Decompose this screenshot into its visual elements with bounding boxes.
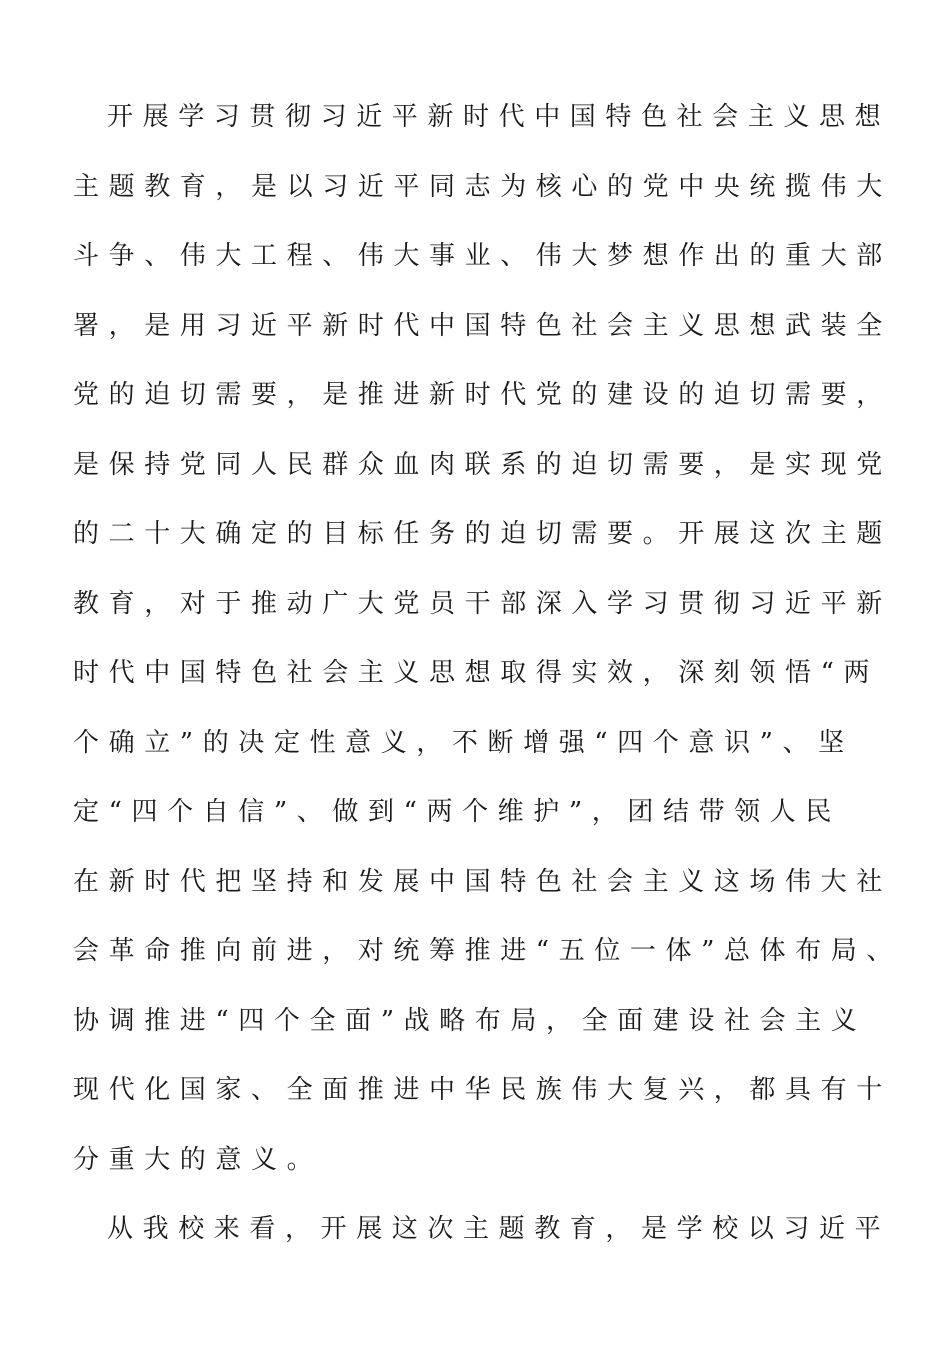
paragraph-line: 教育，对于推动广大党员干部深入学习贯彻习近平新 [73,589,892,619]
paragraph-line: 的二十大确定的目标任务的迫切需要。开展这次主题 [73,519,892,549]
paragraph-line: 定“四个自信”、做到“两个维护”，团结带领人民 [73,797,841,827]
paragraph-line: 署，是用习近平新时代中国特色社会主义思想武装全 [73,311,892,341]
paragraph-line: 个确立”的决定性意义，不断增强“四个意识”、坚 [73,728,854,758]
paragraph-line: 党的迫切需要，是推进新时代党的建设的迫切需要， [73,380,892,410]
paragraph-line: 斗争、伟大工程、伟大事业、伟大梦想作出的重大部 [73,241,892,271]
paragraph-line: 在新时代把坚持和发展中国特色社会主义这场伟大社 [73,867,892,897]
paragraph-line: 时代中国特色社会主义思想取得实效，深刻领悟“两 [73,658,880,688]
paragraph-line: 协调推进“四个全面”战略布局，全面建设社会主义 [73,1006,867,1036]
paragraph-line: 从我校来看，开展这次主题教育，是学校以习近平 [107,1214,891,1244]
paragraph-line: 分重大的意义。 [73,1145,323,1175]
paragraph-line: 会革命推向前进，对统筹推进“五位一体”总体布局、 [73,936,902,966]
paragraph-line: 主题教育，是以习近平同志为核心的党中央统揽伟大 [73,172,892,202]
paragraph-line: 现代化国家、全面推进中华民族伟大复兴，都具有十 [73,1075,892,1105]
paragraph-line: 是保持党同人民群众血肉联系的迫切需要，是实现党 [73,450,892,480]
paragraph-line: 开展学习贯彻习近平新时代中国特色社会主义思想 [107,102,891,132]
